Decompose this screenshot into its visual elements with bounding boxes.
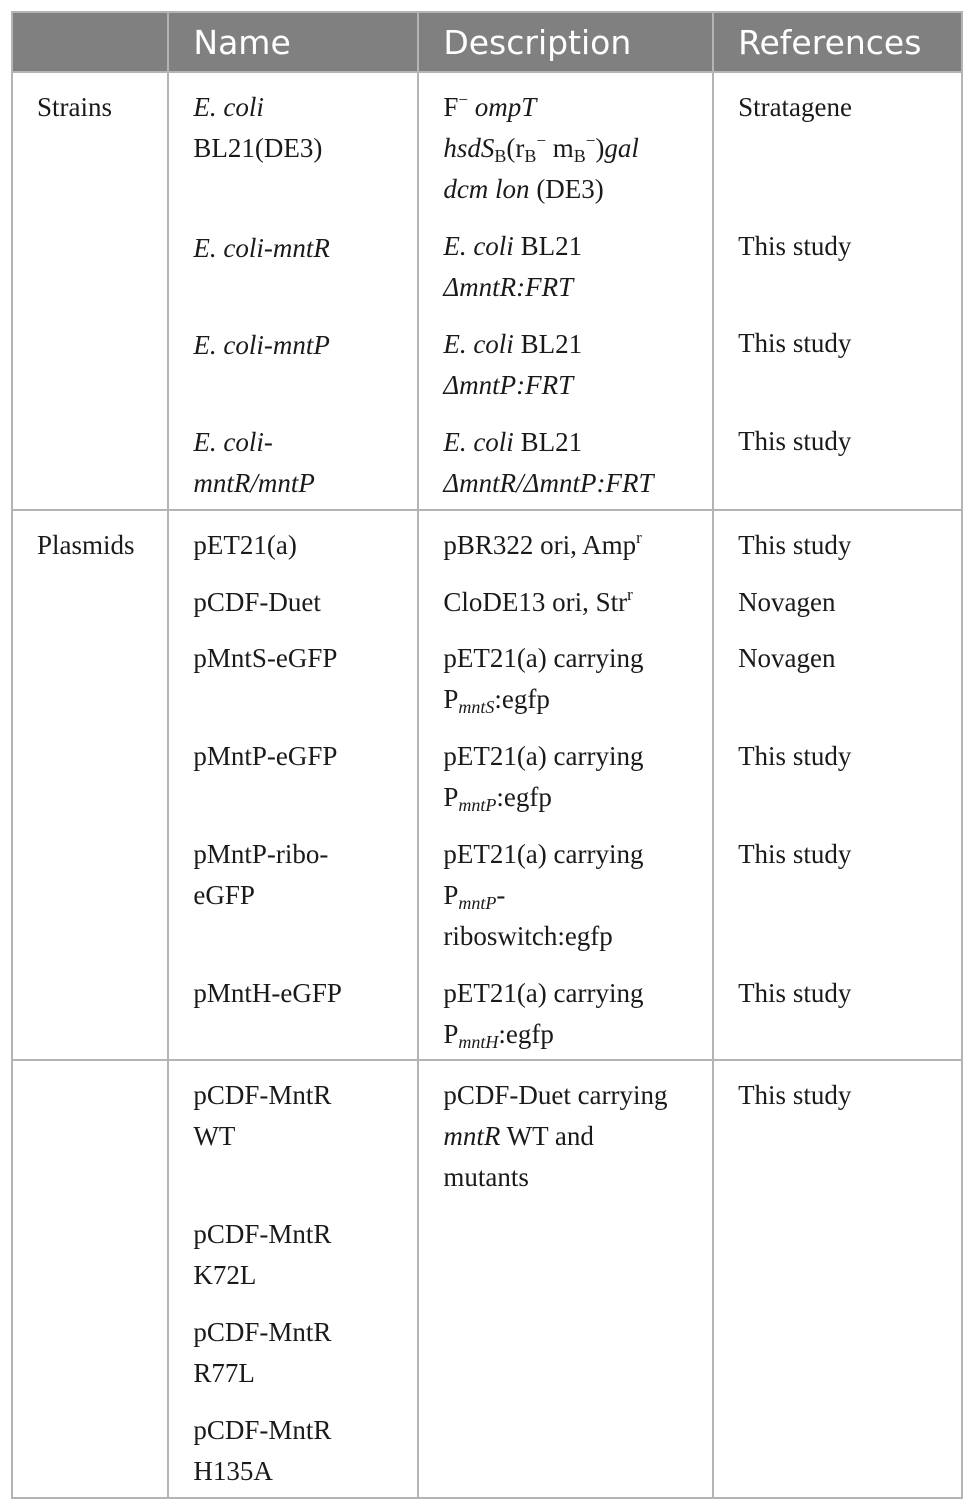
strains-plasmids-table bbox=[11, 11, 963, 1499]
name-column bbox=[169, 73, 419, 509]
mntr-plasmid-name: pCDF-MntR R77L bbox=[193, 1317, 332, 1388]
name-column bbox=[169, 511, 419, 1059]
mntr-plasmid-reference: This study bbox=[738, 1080, 852, 1110]
section-mntr-plasmids bbox=[11, 1061, 963, 1499]
plasmid-reference: This study bbox=[738, 839, 852, 869]
name-column bbox=[169, 1061, 419, 1497]
description-column bbox=[419, 1061, 714, 1497]
category-cell bbox=[13, 1061, 169, 1497]
plasmid-reference: This study bbox=[738, 530, 852, 560]
plasmid-description: pET21(a) carrying $P_{mntP}-$ riboswitch:egfp bbox=[443, 839, 644, 951]
references-column bbox=[714, 511, 961, 1059]
section-plasmids bbox=[11, 511, 963, 1061]
header-col-references: References bbox=[738, 22, 922, 62]
category-cell bbox=[13, 73, 169, 509]
strain-reference: Stratagene bbox=[738, 92, 853, 122]
plasmid-description: CloDE13 ori, Str$^r$ bbox=[443, 585, 633, 617]
plasmid-reference: Novagen bbox=[738, 587, 836, 617]
plasmid-name: pMntS-eGFP bbox=[193, 643, 338, 673]
plasmid-reference: This study bbox=[738, 978, 852, 1008]
strain-name: E. coli-mntR bbox=[193, 233, 330, 263]
strain-reference: This study bbox=[738, 231, 852, 261]
plasmid-description: pET21(a) carrying $P_{mntH}:egfp$ bbox=[443, 978, 644, 1052]
strain-reference: This study bbox=[738, 328, 852, 358]
strain-name: E. coli- mntR/mntP bbox=[193, 427, 315, 498]
mntr-plasmid-name: pCDF-MntR K72L bbox=[193, 1219, 332, 1290]
strain-description: E. coli BL21 ΔmntR:FRT bbox=[443, 231, 583, 302]
plasmid-name: pET21(a) bbox=[193, 530, 297, 560]
plasmid-description: pBR322 ori, Amp$^r$ bbox=[443, 528, 642, 560]
description-column bbox=[419, 73, 714, 509]
description-column bbox=[419, 511, 714, 1059]
mntr-plasmid-name: pCDF-MntR WT bbox=[193, 1080, 332, 1151]
plasmid-name: pMntP-eGFP bbox=[193, 741, 338, 771]
plasmid-reference: Novagen bbox=[738, 643, 836, 673]
references-column bbox=[714, 1061, 961, 1497]
references-column bbox=[714, 73, 961, 509]
plasmid-reference: This study bbox=[738, 741, 852, 771]
header-col-description: Description bbox=[419, 13, 714, 71]
category-cell bbox=[13, 511, 169, 1059]
strain-reference: This study bbox=[738, 426, 852, 456]
plasmid-name: pMntH-eGFP bbox=[193, 978, 342, 1008]
section-strains bbox=[11, 73, 963, 511]
plasmid-description: pET21(a) carrying $P_{mntP}:egfp$ bbox=[443, 741, 644, 815]
header-col-name: Name bbox=[169, 13, 419, 71]
header-col-category bbox=[13, 13, 169, 71]
strain-description: E. coli BL21 ΔmntP:FRT bbox=[443, 329, 583, 400]
strain-name: E. coli-mntP bbox=[193, 330, 330, 360]
mntr-plasmid-description: pCDF-Duet carrying mntR WT and mutants bbox=[443, 1080, 668, 1192]
category-label: Plasmids bbox=[37, 530, 135, 560]
strain-description: E. coli BL21 ΔmntR/ΔmntP:FRT bbox=[443, 427, 654, 498]
plasmid-description: pET21(a) carrying $P_{mntS}:egfp$ bbox=[443, 643, 644, 717]
plasmid-name: pCDF-Duet bbox=[193, 587, 321, 617]
strain-description: F− ompT $hsdS_B(r_B^-$ $m_B^-)gal$ dcm lon (DE3) bbox=[443, 90, 639, 204]
plasmid-name: pMntP-ribo- eGFP bbox=[193, 839, 329, 910]
category-label: Strains bbox=[37, 92, 113, 122]
strain-name: E. coli BL21(DE3) bbox=[193, 92, 323, 163]
mntr-plasmid-name: pCDF-MntR H135A bbox=[193, 1415, 332, 1486]
table-header-row bbox=[11, 11, 963, 73]
